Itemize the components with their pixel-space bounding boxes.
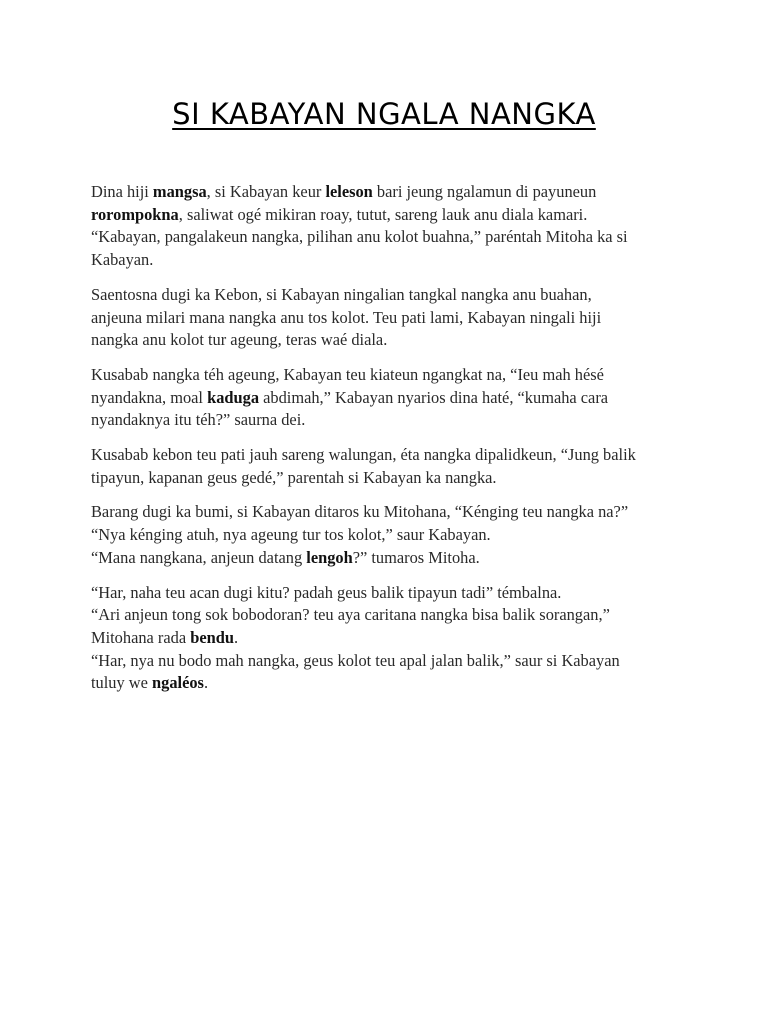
text-line — [91, 329, 691, 352]
text-run: abdimah,” Kabayan nyarios dina haté, “kumaha cara — [259, 387, 609, 407]
text-line — [91, 364, 691, 387]
bold-term: rorompokna — [91, 204, 179, 224]
text-line — [91, 650, 691, 673]
document-title: SI KABAYAN NGALA NANGKA — [172, 97, 596, 131]
paragraph — [91, 444, 691, 489]
text-run: . — [203, 673, 209, 693]
text-run: Dina hiji — [91, 182, 153, 201]
text-line — [91, 307, 691, 330]
text-run: Saentosna dugi ka Kebon, si Kabayan ningalian tangkal nangka anu buahan, — [91, 284, 592, 304]
bold-term: bendu — [190, 627, 234, 647]
paragraph — [91, 501, 691, 569]
text-line — [91, 284, 691, 307]
bold-term: mangsa — [152, 182, 207, 201]
text-run: nyandakna, moal — [91, 387, 208, 407]
bold-term: ngaléos — [152, 673, 204, 693]
text-run: , saliwat ogé mikiran roay, tutut, sareng lauk anu diala kamari. — [178, 204, 588, 224]
paragraph — [91, 284, 691, 352]
text-run: nangka anu kolot tur ageung, teras waé diala. — [91, 330, 388, 350]
text-run: tuluy we — [91, 673, 153, 693]
bold-term: kaduga — [207, 387, 260, 407]
text-run: ?” tumaros Mitoha. — [352, 547, 480, 567]
paragraph — [91, 181, 691, 272]
text-run: . — [233, 627, 239, 647]
text-line — [91, 501, 691, 524]
text-run: bari jeung ngalamun di payuneun — [372, 182, 597, 201]
text-line — [91, 547, 691, 570]
text-line — [91, 409, 691, 432]
text-run: “Mana nangkana, anjeun datang — [91, 547, 307, 567]
text-line — [91, 444, 691, 467]
text-run: “Ari anjeun tong sok bobodoran? teu aya caritana nangka bisa balik sorangan,” — [91, 605, 610, 625]
text-run: nyandaknya itu téh?” saurna dei. — [91, 410, 306, 430]
document-body — [91, 181, 691, 707]
text-run: “Kabayan, pangalakeun nangka, pilihan anu kolot buahna,” paréntah Mitoha ka si — [91, 227, 628, 247]
text-line — [91, 604, 691, 627]
bold-term: leleson — [325, 182, 373, 201]
text-run: tipayun, kapanan geus gedé,” parentah si Kabayan ka nangka. — [91, 467, 497, 487]
text-line — [91, 672, 691, 695]
text-line — [91, 627, 691, 650]
text-line — [91, 226, 691, 249]
text-line — [91, 467, 691, 490]
text-line — [91, 524, 691, 547]
text-run: Mitohana rada — [91, 627, 191, 647]
paragraph — [91, 364, 691, 432]
bold-term: lengoh — [306, 547, 353, 567]
text-run: “Har, naha teu acan dugi kitu? padah geus balik tipayun tadi” témbalna. — [91, 582, 562, 602]
text-run: Kusabab kebon teu pati jauh sareng walungan, éta nangka dipalidkeun, “Jung balik — [91, 445, 636, 465]
text-run: Kabayan. — [91, 250, 154, 270]
text-line — [91, 387, 691, 410]
text-run: “Har, nya nu bodo mah nangka, geus kolot teu apal jalan balik,” saur si Kabayan — [91, 650, 620, 670]
text-line — [91, 204, 691, 227]
text-line — [91, 249, 691, 272]
text-run: Kusabab nangka téh ageung, Kabayan teu kiateun ngangkat na, “Ieu mah hésé — [91, 364, 604, 384]
text-run: Barang dugi ka bumi, si Kabayan ditaros ku Mitohana, “Kénging teu nangka na?” — [91, 502, 629, 522]
text-run: , si Kabayan keur — [206, 182, 326, 201]
text-run: anjeuna milari mana nangka anu tos kolot. Teu pati lami, Kabayan ningali hiji — [91, 307, 602, 327]
paragraph — [91, 582, 691, 696]
text-line — [91, 181, 691, 204]
text-line — [91, 582, 691, 605]
text-run: “Nya kénging atuh, nya ageung tur tos kolot,” saur Kabayan. — [91, 525, 491, 545]
